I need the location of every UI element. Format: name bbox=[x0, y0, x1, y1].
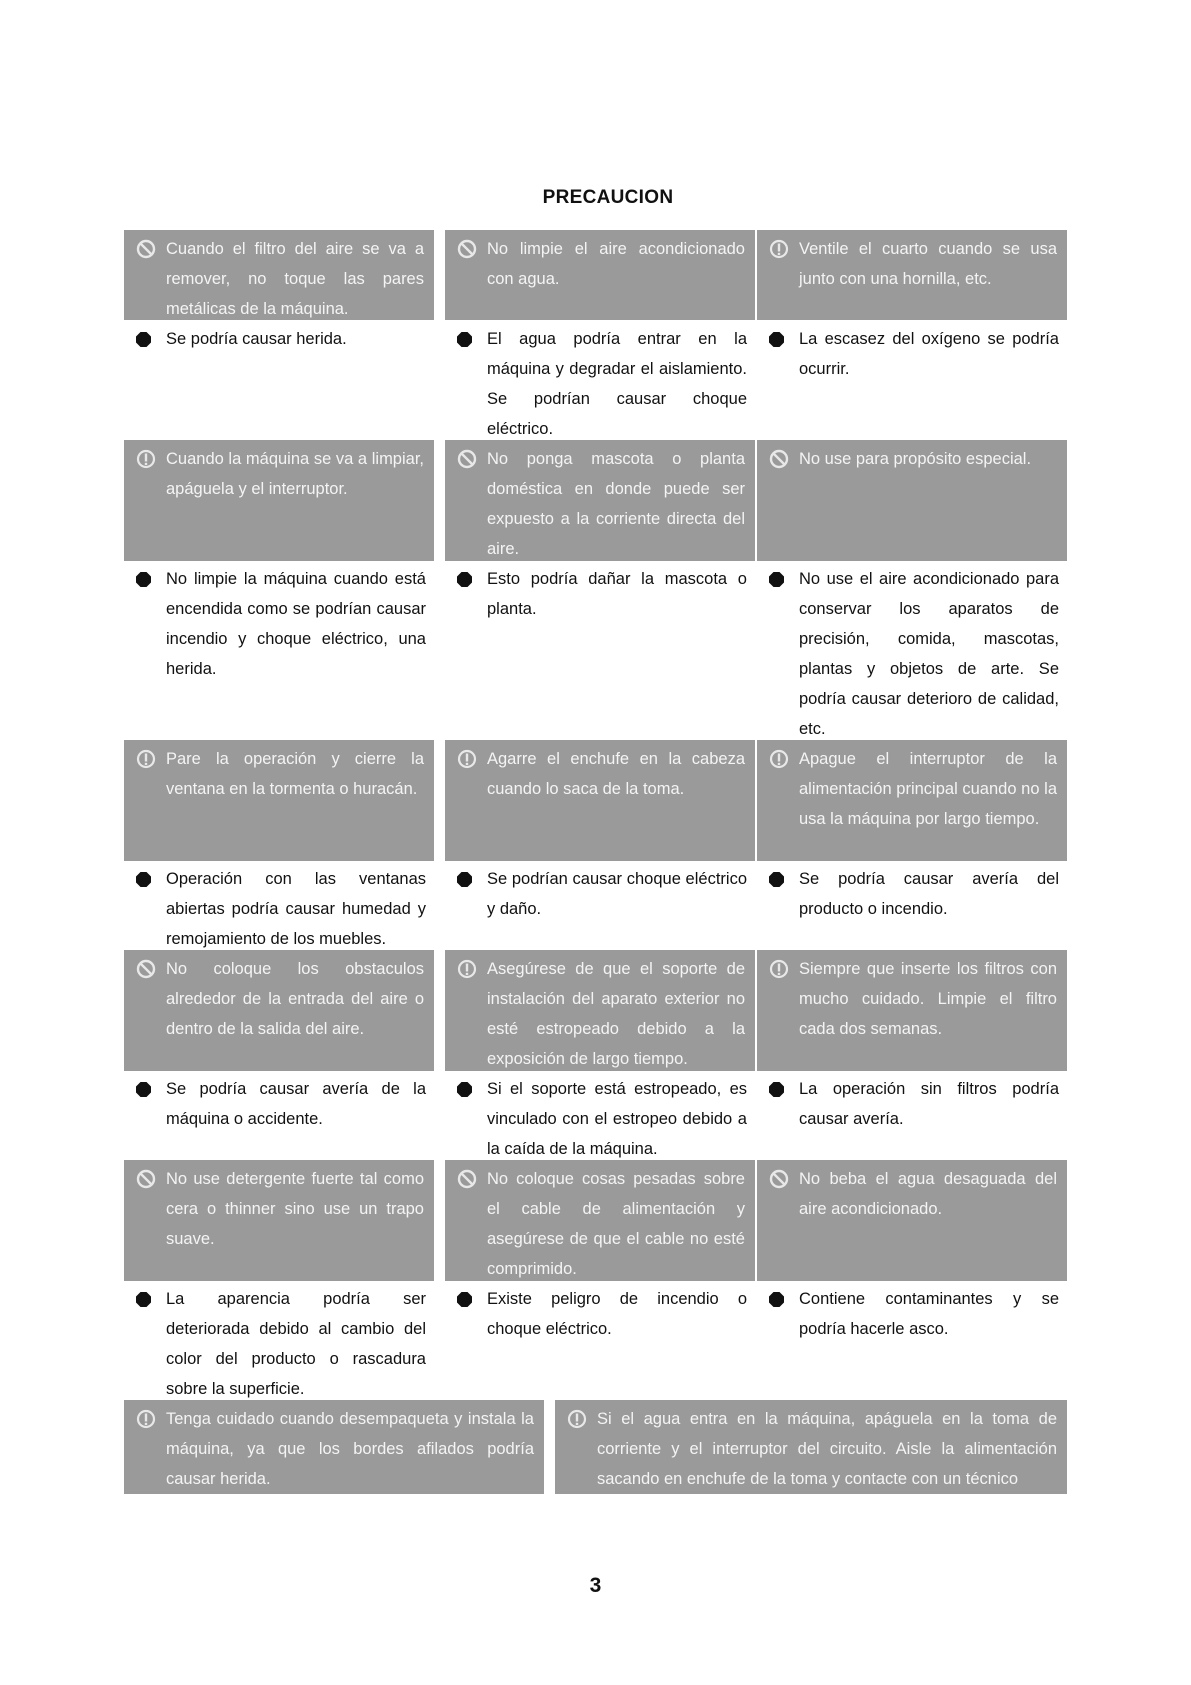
warning-text: Se podrían causar choque eléctrico y daño. bbox=[445, 864, 755, 924]
caution-icon bbox=[457, 959, 477, 979]
warning-text: El agua podría entrar en la máquina y degradar el aislamiento. Se podrían causar choque eléctrico. bbox=[445, 324, 755, 444]
caution-box bbox=[445, 740, 755, 861]
caution-text: Asegúrese de que el soporte de instalación del aparato exterior no esté estropeado debido a la exposición de largo tiempo. bbox=[487, 960, 745, 1068]
bullet-icon bbox=[769, 332, 784, 347]
caution-text: Cuando la máquina se va a limpiar, apáguela y el interruptor. bbox=[166, 450, 424, 498]
caution-text: Tenga cuidado cuando desempaqueta y instala la máquina, ya que los bordes afilados podría causar herida. bbox=[166, 1410, 534, 1488]
bullet-icon bbox=[457, 1082, 472, 1097]
bullet-icon bbox=[136, 1292, 151, 1307]
caution-icon bbox=[136, 449, 156, 469]
caution-text: No coloque los obstaculos alrededor de la entrada del aire o dentro de la salida del aire. bbox=[166, 960, 424, 1038]
caution-box bbox=[757, 230, 1067, 320]
caution-icon bbox=[136, 1409, 156, 1429]
bullet-icon bbox=[136, 1082, 151, 1097]
prohibited-icon bbox=[769, 449, 789, 469]
caution-text: Ventile el cuarto cuando se usa junto con una hornilla, etc. bbox=[799, 240, 1057, 288]
caution-box bbox=[555, 1400, 1067, 1494]
bullet-icon bbox=[136, 332, 151, 347]
warning-text: Se podría causar herida. bbox=[124, 324, 434, 354]
caution-box bbox=[445, 230, 755, 320]
warning-text: Operación con las ventanas abiertas podría causar humedad y remojamiento de los muebles. bbox=[124, 864, 434, 954]
caution-text: Agarre el enchufe en la cabeza cuando lo saca de la toma. bbox=[487, 750, 745, 798]
bullet-icon bbox=[769, 872, 784, 887]
page-number: 3 bbox=[589, 1574, 602, 1597]
prohibited-icon bbox=[457, 239, 477, 259]
caution-text: No coloque cosas pesadas sobre el cable de alimentación y asegúrese de que el cable no esté comprimido. bbox=[487, 1170, 745, 1278]
prohibited-icon bbox=[457, 449, 477, 469]
bullet-icon bbox=[457, 572, 472, 587]
warning-text: Se podría causar avería del producto o incendio. bbox=[757, 864, 1067, 924]
caution-text: No ponga mascota o planta doméstica en donde puede ser expuesto a la corriente directa del aire. bbox=[487, 450, 745, 558]
caution-text: Siempre que inserte los filtros con mucho cuidado. Limpie el filtro cada dos semanas. bbox=[799, 960, 1057, 1038]
caution-text: No use detergente fuerte tal como cera o thinner sino use un trapo suave. bbox=[166, 1170, 424, 1248]
warning-text: Se podría causar avería de la máquina o accidente. bbox=[124, 1074, 434, 1134]
bullet-icon bbox=[136, 872, 151, 887]
caution-box bbox=[757, 1160, 1067, 1281]
warning-text: La aparencia podría ser deteriorada debido al cambio del color del producto o rascadura sobre la superficie. bbox=[124, 1284, 434, 1404]
warning-text: Si el soporte está estropeado, es vinculado con el estropeo debido a la caída de la máquina. bbox=[445, 1074, 755, 1164]
caution-box bbox=[124, 740, 434, 861]
warning-text: Existe peligro de incendio o choque eléctrico. bbox=[445, 1284, 755, 1344]
prohibited-icon bbox=[457, 1169, 477, 1189]
prohibited-icon bbox=[769, 1169, 789, 1189]
caution-icon bbox=[769, 239, 789, 259]
caution-box bbox=[445, 950, 755, 1071]
bullet-icon bbox=[136, 572, 151, 587]
caution-text: Pare la operación y cierre la ventana en la tormenta o huracán. bbox=[166, 750, 424, 798]
caution-box bbox=[757, 740, 1067, 861]
caution-text: Cuando el filtro del aire se va a remover, no toque las pares metálicas de la máquina. bbox=[166, 240, 424, 318]
caution-box bbox=[445, 440, 755, 561]
warning-text: Esto podría dañar la mascota o planta. bbox=[445, 564, 755, 624]
caution-icon bbox=[457, 749, 477, 769]
caution-box bbox=[124, 1400, 544, 1494]
caution-icon bbox=[136, 749, 156, 769]
caution-text: Si el agua entra en la máquina, apáguela en la toma de corriente y el interruptor del circuito. Aisle la alimentación sacando en enchufe de la toma y contacte con un técnico bbox=[597, 1410, 1057, 1488]
caution-box bbox=[124, 1160, 434, 1281]
caution-box bbox=[124, 950, 434, 1071]
caution-box bbox=[757, 440, 1067, 561]
prohibited-icon bbox=[136, 959, 156, 979]
bullet-icon bbox=[769, 572, 784, 587]
caution-box bbox=[757, 950, 1067, 1071]
prohibited-icon bbox=[136, 239, 156, 259]
warning-text: La operación sin filtros podría causar avería. bbox=[757, 1074, 1067, 1134]
caution-icon bbox=[769, 749, 789, 769]
bullet-icon bbox=[769, 1292, 784, 1307]
caution-text: No beba el agua desaguada del aire acondicionado. bbox=[799, 1170, 1057, 1218]
warning-text: No use el aire acondicionado para conservar los aparatos de precisión, comida, mascotas, plantas y objetos de arte. Se podría causar deterioro de calidad, etc. bbox=[757, 564, 1067, 744]
bullet-icon bbox=[457, 872, 472, 887]
warning-text: La escasez del oxígeno se podría ocurrir. bbox=[757, 324, 1067, 384]
bullet-icon bbox=[457, 332, 472, 347]
caution-icon bbox=[567, 1409, 587, 1429]
prohibited-icon bbox=[136, 1169, 156, 1189]
caution-text: No limpie el aire acondicionado con agua. bbox=[487, 240, 745, 288]
warning-text: Contiene contaminantes y se podría hacerle asco. bbox=[757, 1284, 1067, 1344]
bullet-icon bbox=[769, 1082, 784, 1097]
caution-text: Apague el interruptor de la alimentación principal cuando no la usa la máquina por largo tiempo. bbox=[799, 750, 1057, 828]
caution-box bbox=[445, 1160, 755, 1281]
caution-icon bbox=[769, 959, 789, 979]
caution-text: No use para propósito especial. bbox=[799, 450, 1032, 468]
caution-box bbox=[124, 230, 434, 320]
warning-text: No limpie la máquina cuando está encendida como se podrían causar incendio y choque eléctrico, una herida. bbox=[124, 564, 434, 684]
caution-box bbox=[124, 440, 434, 561]
page-title: PRECAUCION bbox=[542, 187, 674, 208]
bullet-icon bbox=[457, 1292, 472, 1307]
